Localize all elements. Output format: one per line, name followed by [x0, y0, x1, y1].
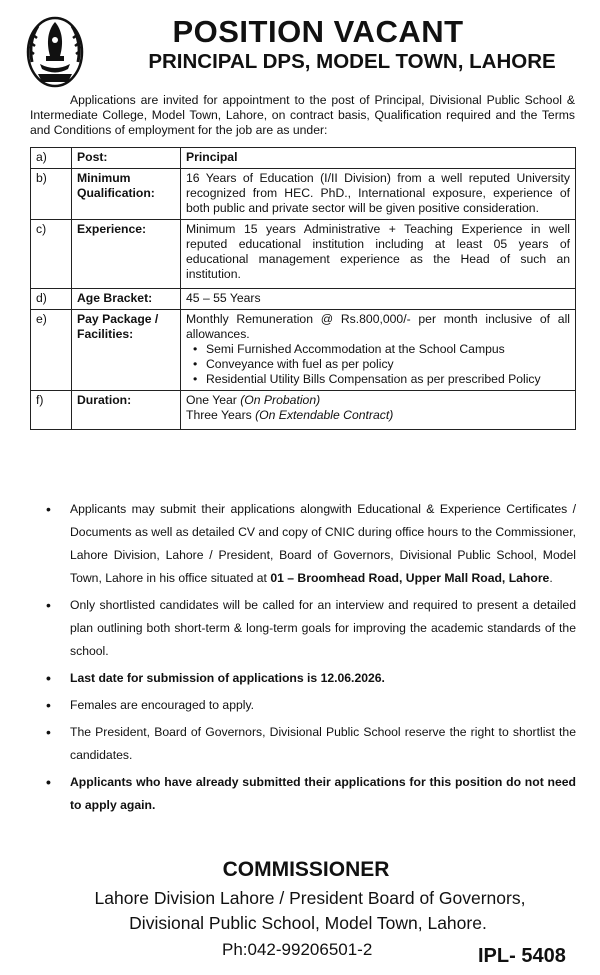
row-label: Duration: — [72, 391, 181, 430]
table-row-post — [31, 148, 576, 169]
list-item: • Semi Furnished Accommodation at the School Campus — [206, 342, 570, 357]
list-item: • Last date for submission of applications is 12.06.2026. — [30, 667, 576, 690]
signatory-line-1: Lahore Division Lahore / President Board of Governors, — [94, 888, 526, 908]
bullet-icon: • — [46, 670, 51, 686]
row-label: Experience: — [72, 220, 181, 289]
row-value: 16 Years of Education (I/II Division) from a well reputed University recognized from HEC. PhD., International exposure, experience of both public and private sector will be given positive consideration. — [181, 169, 576, 220]
row-label: Age Bracket: — [72, 289, 181, 310]
list-item: • Applicants who have already submitted their applications for this position do not need to apply again. — [30, 771, 576, 817]
table-row-duration — [31, 391, 576, 430]
table-row-qualification — [31, 169, 576, 220]
duration-line-2: Three Years (On Extendable Contract) — [186, 408, 394, 422]
table-row-experience — [31, 220, 576, 289]
intro-paragraph: Applications are invited for appointment to the post of Principal, Divisional Public School & Intermediate College, Model Town, Lahore, on contract basis, Qualification required and the Terms and Conditions of employment for the job are as under: — [30, 93, 575, 137]
row-letter: b) — [31, 169, 72, 220]
row-value: 45 – 55 Years — [181, 289, 576, 310]
page-subtitle: PRINCIPAL DPS, MODEL TOWN, LAHORE — [148, 50, 556, 73]
list-item: • The President, Board of Governors, Divisional Public School reserve the right to shortlist the candidates. — [30, 721, 576, 767]
table-row-age — [31, 289, 576, 310]
instructions-list — [30, 498, 576, 821]
bullet-icon: • — [46, 501, 51, 517]
signatory-title: COMMISSIONER — [222, 858, 390, 881]
ipl-reference: IPL- 5408 — [478, 945, 566, 967]
row-letter: a) — [31, 148, 72, 169]
list-item: • Residential Utility Bills Compensation as per prescribed Policy — [206, 372, 570, 387]
row-value: Principal — [181, 148, 576, 169]
duration-line-1: One Year (On Probation) — [186, 393, 321, 407]
list-item: • Applicants may submit their applications alongwith Educational & Experience Certificates / Documents as well as detailed CV and copy of CNIC during office hours to the Commissioner, Lahore Division, Lahore / President, Board of Governors, Divisional Public School, Model Town, Lahore in his office situated at 01 – Broomhead Road, Upper Mall Road, Lahore. — [30, 498, 576, 590]
list-item: • Only shortlisted candidates will be called for an interview and required to present a detailed plan outlining both short-term & long-term goals for improving the academic standards of the school. — [30, 594, 576, 663]
row-letter: c) — [31, 220, 72, 289]
facilities-list — [186, 342, 570, 387]
page-title: POSITION VACANT — [172, 14, 464, 49]
header — [0, 10, 600, 80]
row-label: Pay Package / Facilities: — [72, 310, 181, 391]
table-row-pay — [31, 310, 576, 391]
bullet-icon: • — [46, 774, 51, 790]
row-letter: f) — [31, 391, 72, 430]
pay-remuneration: Monthly Remuneration @ Rs.800,000/- per month inclusive of all allowances. — [186, 312, 570, 341]
row-label: Post: — [72, 148, 181, 169]
signatory-line-2: Divisional Public School, Model Town, Lahore. — [129, 913, 487, 933]
bullet-icon: • — [46, 724, 51, 740]
bullet-icon: • — [46, 697, 51, 713]
row-value: Minimum 15 years Administrative + Teaching Experience in well reputed educational institution including at least 05 years of educational management experience as the Head of such an institution. — [181, 220, 576, 289]
row-letter: e) — [31, 310, 72, 391]
row-value — [181, 310, 576, 391]
bullet-icon: • — [46, 597, 51, 613]
row-value — [181, 391, 576, 430]
row-letter: d) — [31, 289, 72, 310]
phone-number: Ph:042-99206501-2 — [222, 940, 373, 959]
list-item: • Conveyance with fuel as per policy — [206, 357, 570, 372]
requirements-table — [30, 147, 576, 430]
list-item: • Females are encouraged to apply. — [30, 694, 576, 717]
row-label: Minimum Qualification: — [72, 169, 181, 220]
